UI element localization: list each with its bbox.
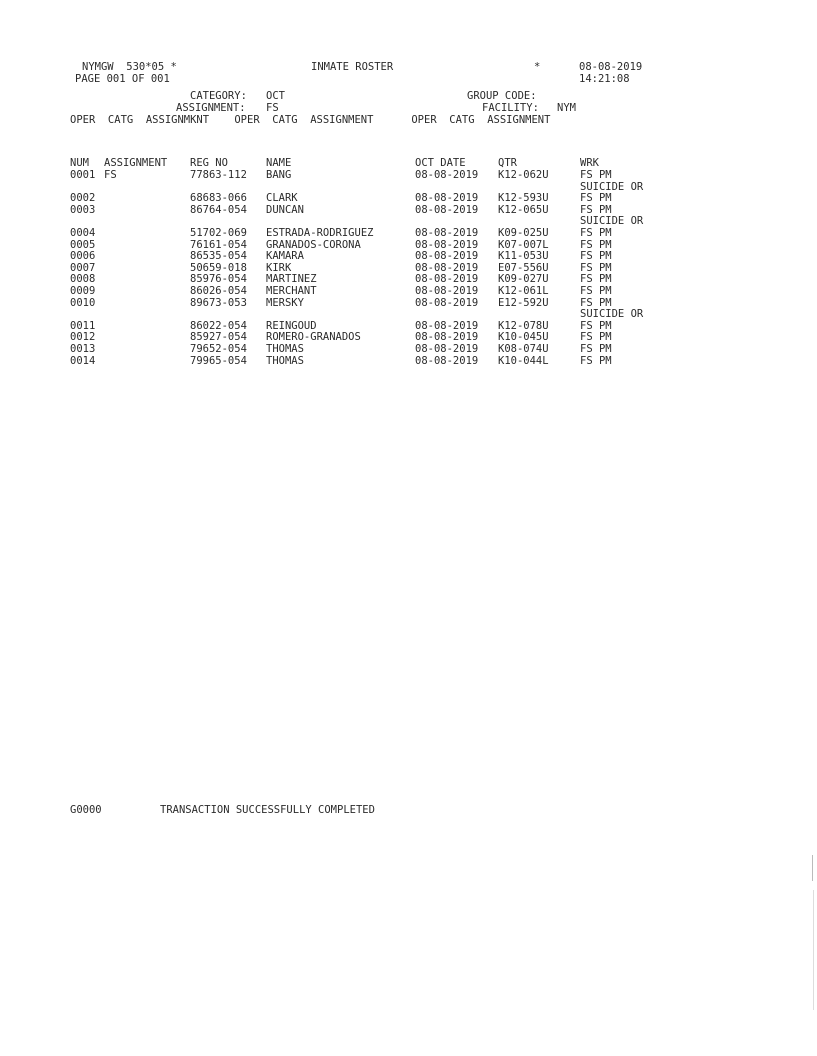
row-name: CLARK — [266, 192, 298, 205]
table-row — [0, 343, 817, 355]
table-row — [0, 262, 817, 274]
row-oct-date: 08-08-2019 — [415, 354, 479, 367]
row-wrk: FS PM — [580, 319, 612, 332]
report-title: INMATE ROSTER — [311, 61, 394, 73]
row-name: THOMAS — [266, 354, 304, 367]
table-row — [0, 285, 817, 297]
row-oct-date: 08-08-2019 — [415, 238, 479, 251]
table-row — [0, 239, 817, 251]
row-name: KIRK — [266, 261, 292, 274]
col-qtr: QTR — [498, 157, 517, 169]
row-oct-date: 08-08-2019 — [415, 250, 479, 263]
row-reg-no: 76161-054 — [190, 238, 247, 251]
row-name: BANG — [266, 169, 292, 181]
row-num: 0009 — [70, 284, 96, 297]
row-reg-no: 86764-054 — [190, 203, 247, 216]
col-assignment: ASSIGNMENT — [104, 157, 168, 169]
status-code: G0000 — [70, 804, 102, 816]
status-message: TRANSACTION SUCCESSFULLY COMPLETED — [160, 804, 375, 816]
row-num: 0003 — [70, 203, 96, 216]
row-name: THOMAS — [266, 342, 304, 355]
row-oct-date: 08-08-2019 — [415, 203, 479, 216]
row-wrk: FS PM — [580, 284, 612, 297]
row-num: 0012 — [70, 331, 96, 344]
row-num: 0010 — [70, 296, 96, 309]
table-row — [0, 169, 817, 181]
table-row-note — [0, 181, 817, 193]
table-header — [0, 157, 817, 169]
row-note: SUICIDE OR — [580, 308, 644, 321]
row-qtr: K12-061L — [498, 284, 549, 297]
row-wrk: FS PM — [580, 169, 612, 181]
row-note: SUICIDE OR — [580, 180, 644, 193]
row-num: 0008 — [70, 273, 96, 286]
row-oct-date: 08-08-2019 — [415, 284, 479, 297]
table-row — [0, 297, 817, 309]
category-label: CATEGORY: — [190, 90, 247, 102]
row-qtr: K12-065U — [498, 203, 549, 216]
table-row — [0, 192, 817, 204]
row-reg-no: 77863-112 — [190, 169, 247, 181]
report-date: 08-08-2019 — [579, 61, 643, 73]
table-row — [0, 320, 817, 332]
row-qtr: E12-592U — [498, 296, 549, 309]
row-reg-no: 50659-018 — [190, 261, 247, 274]
row-name: MERSKY — [266, 296, 304, 309]
row-num: 0013 — [70, 342, 96, 355]
row-reg-no: 89673-053 — [190, 296, 247, 309]
row-qtr: K09-027U — [498, 273, 549, 286]
row-oct-date: 08-08-2019 — [415, 331, 479, 344]
row-qtr: K11-053U — [498, 250, 549, 263]
header-star: * — [534, 61, 541, 73]
row-name: DUNCAN — [266, 203, 304, 216]
row-wrk: FS PM — [580, 238, 612, 251]
col-oct-date: OCT DATE — [415, 157, 466, 169]
table-row — [0, 331, 817, 343]
row-wrk: FS PM — [580, 354, 612, 367]
row-reg-no: 79652-054 — [190, 342, 247, 355]
row-oct-date: 08-08-2019 — [415, 342, 479, 355]
row-qtr: K10-044L — [498, 354, 549, 367]
row-oct-date: 08-08-2019 — [415, 261, 479, 274]
row-qtr: K07-007L — [498, 238, 549, 251]
assignment-value: FS — [266, 102, 279, 114]
row-qtr: K10-045U — [498, 331, 549, 344]
row-num: 0004 — [70, 226, 96, 239]
row-name: GRANADOS-CORONA — [266, 238, 361, 251]
row-qtr: K12-078U — [498, 319, 549, 332]
table-row — [0, 250, 817, 262]
row-oct-date: 08-08-2019 — [415, 169, 479, 181]
row-name: ROMERO-GRANADOS — [266, 331, 361, 344]
row-oct-date: 08-08-2019 — [415, 296, 479, 309]
facility-label: FACILITY: — [482, 102, 539, 114]
row-oct-date: 08-08-2019 — [415, 226, 479, 239]
table-row-note — [0, 308, 817, 320]
row-name: ESTRADA-RODRIGUEZ — [266, 226, 374, 239]
row-note: SUICIDE OR — [580, 215, 644, 228]
row-qtr: K12-062U — [498, 169, 549, 181]
row-num: 0001 — [70, 169, 96, 181]
col-num: NUM — [70, 157, 89, 169]
table-row — [0, 355, 817, 367]
col-wrk: WRK — [580, 157, 599, 169]
assignment-label: ASSIGNMENT: — [176, 102, 246, 114]
row-qtr: K09-025U — [498, 226, 549, 239]
row-oct-date: 08-08-2019 — [415, 192, 479, 205]
row-wrk: FS PM — [580, 331, 612, 344]
row-num: 0007 — [70, 261, 96, 274]
row-reg-no: 68683-066 — [190, 192, 247, 205]
table-row — [0, 273, 817, 285]
row-num: 0006 — [70, 250, 96, 263]
row-num: 0005 — [70, 238, 96, 251]
system-id: NYMGW 530*05 * — [82, 61, 177, 73]
row-wrk: FS PM — [580, 342, 612, 355]
scan-artifact — [813, 890, 814, 1010]
row-reg-no: 86026-054 — [190, 284, 247, 297]
row-qtr: E07-556U — [498, 261, 549, 274]
row-num: 0002 — [70, 192, 96, 205]
row-qtr: K12-593U — [498, 192, 549, 205]
row-oct-date: 08-08-2019 — [415, 273, 479, 286]
category-value: OCT — [266, 90, 285, 102]
group-code-label: GROUP CODE: — [467, 90, 537, 102]
row-num: 0011 — [70, 319, 96, 332]
row-name: MARTINEZ — [266, 273, 317, 286]
row-reg-no: 51702-069 — [190, 226, 247, 239]
row-oct-date: 08-08-2019 — [415, 319, 479, 332]
row-reg-no: 85976-054 — [190, 273, 247, 286]
row-wrk: FS PM — [580, 203, 612, 216]
roster-table — [0, 169, 817, 366]
oper-catg-header: OPER CATG ASSIGNMKNT OPER CATG ASSIGNMENT OPER CATG ASSIGNMENT — [70, 114, 551, 126]
facility-value: NYM — [557, 102, 576, 114]
row-name: REINGOUD — [266, 319, 317, 332]
row-name: MERCHANT — [266, 284, 317, 297]
row-reg-no: 86535-054 — [190, 250, 247, 263]
scan-artifact — [812, 855, 813, 881]
row-reg-no: 79965-054 — [190, 354, 247, 367]
report-time: 14:21:08 — [579, 73, 630, 85]
row-name: KAMARA — [266, 250, 304, 263]
row-wrk: FS PM — [580, 226, 612, 239]
row-assignment: FS — [104, 169, 117, 181]
col-name: NAME — [266, 157, 292, 169]
row-wrk: FS PM — [580, 192, 612, 205]
table-row — [0, 204, 817, 216]
table-row-note — [0, 215, 817, 227]
row-wrk: FS PM — [580, 296, 612, 309]
row-wrk: FS PM — [580, 250, 612, 263]
col-reg-no: REG NO — [190, 157, 228, 169]
page-indicator: PAGE 001 OF 001 — [75, 73, 170, 85]
row-num: 0014 — [70, 354, 96, 367]
row-reg-no: 85927-054 — [190, 331, 247, 344]
table-row — [0, 227, 817, 239]
row-reg-no: 86022-054 — [190, 319, 247, 332]
row-wrk: FS PM — [580, 273, 612, 286]
row-qtr: K08-074U — [498, 342, 549, 355]
row-wrk: FS PM — [580, 261, 612, 274]
